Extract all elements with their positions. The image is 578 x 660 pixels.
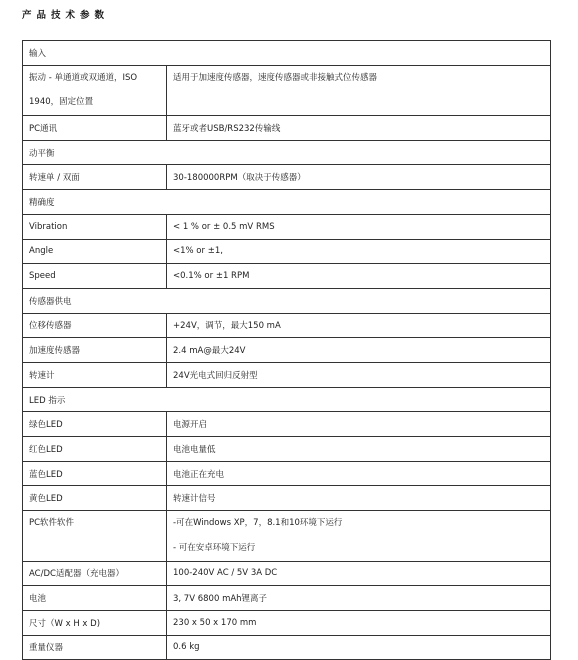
section-header: 动平衡 <box>23 140 551 165</box>
section-header-row <box>23 288 551 313</box>
spec-label: 尺寸（W x H x D) <box>23 610 167 635</box>
spec-label: PC通讯 <box>23 116 167 141</box>
spec-row <box>23 362 551 387</box>
spec-row <box>23 313 551 338</box>
spec-value <box>167 511 551 561</box>
spec-label: Angle <box>23 239 167 264</box>
spec-value-line <box>173 90 544 115</box>
spec-label-line: PC软件软件 <box>29 518 75 529</box>
spec-value: 100-240V AC / 5V 3A DC <box>167 561 551 586</box>
spec-table-body <box>23 41 551 660</box>
spec-row <box>23 338 551 363</box>
spec-row <box>23 610 551 635</box>
spec-value: +24V，调节，最大150 mA <box>167 313 551 338</box>
spec-row <box>23 239 551 264</box>
spec-value: <1% or ±1, <box>167 239 551 264</box>
spec-value: 230 x 50 x 170 mm <box>167 610 551 635</box>
spec-row <box>23 65 551 115</box>
spec-label-line: 1940，固定位置 <box>29 97 94 108</box>
spec-row <box>23 264 551 289</box>
spec-row <box>23 461 551 486</box>
spec-label-line: 振动 - 单通道或双通道，ISO <box>29 72 138 83</box>
spec-value: 转速计信号 <box>167 486 551 511</box>
spec-table <box>22 40 551 660</box>
spec-value-line: 适用于加速度传感器，速度传感器或非接触式位传感器 <box>173 72 378 83</box>
spec-row <box>23 635 551 660</box>
spec-label: Vibration <box>23 214 167 239</box>
spec-row <box>23 561 551 586</box>
spec-label: 加速度传感器 <box>23 338 167 363</box>
spec-row <box>23 437 551 462</box>
spec-value: 24V光电式回归反射型 <box>167 362 551 387</box>
page-title: 产品技术参数 <box>22 10 110 21</box>
spec-row <box>23 511 551 561</box>
spec-label-line <box>29 536 160 561</box>
section-header: 精确度 <box>23 190 551 215</box>
spec-row <box>23 586 551 611</box>
spec-value: 电源开启 <box>167 412 551 437</box>
spec-value: 0.6 kg <box>167 635 551 660</box>
spec-label <box>23 511 167 561</box>
spec-value: 30-180000RPM（取决于传感器） <box>167 165 551 190</box>
spec-label: Speed <box>23 264 167 289</box>
section-header-row <box>23 387 551 412</box>
spec-label: 绿色LED <box>23 412 167 437</box>
spec-value: < 1 % or ± 0.5 mV RMS <box>167 214 551 239</box>
spec-label: 转速单 / 双面 <box>23 165 167 190</box>
spec-value: 3, 7V 6800 mAh锂离子 <box>167 586 551 611</box>
spec-label: 电池 <box>23 586 167 611</box>
spec-value <box>167 65 551 115</box>
spec-label: 黄色LED <box>23 486 167 511</box>
section-header: LED 指示 <box>23 387 551 412</box>
spec-label: 位移传感器 <box>23 313 167 338</box>
spec-label: 重量仪器 <box>23 635 167 660</box>
spec-value-line: -可在Windows XP，7，8.1和10环境下运行 <box>173 518 343 529</box>
spec-label: 转速计 <box>23 362 167 387</box>
spec-value: <0.1% or ±1 RPM <box>167 264 551 289</box>
spec-value: 电池电量低 <box>167 437 551 462</box>
spec-label <box>23 65 167 115</box>
spec-value: 电池正在充电 <box>167 461 551 486</box>
section-header-row <box>23 41 551 66</box>
spec-row <box>23 214 551 239</box>
spec-row <box>23 116 551 141</box>
spec-row <box>23 412 551 437</box>
section-header-row <box>23 190 551 215</box>
spec-label: AC/DC适配器（充电器） <box>23 561 167 586</box>
section-header: 传感器供电 <box>23 288 551 313</box>
spec-row <box>23 486 551 511</box>
spec-label: 红色LED <box>23 437 167 462</box>
section-header: 输入 <box>23 41 551 66</box>
section-header-row <box>23 140 551 165</box>
spec-value: 2.4 mA@最大24V <box>167 338 551 363</box>
spec-row <box>23 165 551 190</box>
spec-value-line: - 可在安卓环境下运行 <box>173 542 256 553</box>
spec-label: 蓝色LED <box>23 461 167 486</box>
spec-value: 蓝牙或者USB/RS232传输线 <box>167 116 551 141</box>
